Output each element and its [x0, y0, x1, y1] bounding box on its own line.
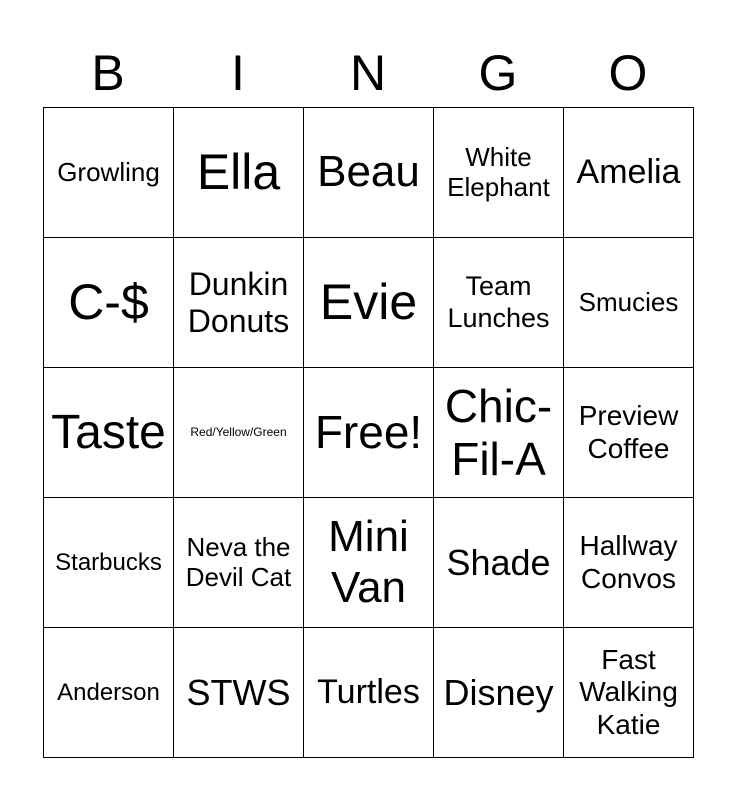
bingo-cell-label: Evie [319, 273, 418, 330]
bingo-cell-label: Free! [314, 406, 423, 459]
bingo-cell-label: Mini Van [328, 511, 409, 612]
header-letter-b: B [91, 45, 125, 101]
bingo-cell[interactable] [304, 368, 434, 498]
bingo-board [43, 107, 694, 758]
header-letter-g: G [478, 45, 518, 101]
bingo-cell[interactable] [174, 628, 304, 758]
bingo-cell[interactable] [564, 238, 694, 368]
bingo-cell[interactable] [44, 368, 174, 498]
bingo-cell-label: Taste [51, 405, 166, 459]
bingo-cell-label: Hallway Convos [579, 530, 678, 594]
header-letter-n: N [349, 45, 387, 101]
bingo-cell[interactable] [44, 108, 174, 238]
bingo-cell[interactable] [304, 108, 434, 238]
bingo-cell-label: Team Lunches [447, 271, 550, 333]
bingo-cell-label: STWS [186, 671, 291, 713]
bingo-cell[interactable] [564, 108, 694, 238]
bingo-cell-label: Starbucks [55, 548, 162, 576]
bingo-cell-label: Dunkin Donuts [187, 265, 290, 339]
bingo-cell-label: Shade [446, 541, 551, 583]
bingo-cell[interactable] [564, 368, 694, 498]
bingo-cell[interactable] [174, 108, 304, 238]
bingo-cell[interactable] [44, 498, 174, 628]
bingo-cell-label: Fast Walking Katie [579, 644, 678, 740]
bingo-cell-label: Ella [196, 143, 281, 200]
bingo-cell-label: Disney [443, 671, 554, 713]
bingo-cell[interactable] [304, 238, 434, 368]
bingo-cell[interactable] [434, 108, 564, 238]
header-letter-o: O [608, 45, 648, 101]
bingo-cell[interactable] [174, 368, 304, 498]
header-letter-i: I [231, 45, 245, 101]
bingo-cell-label: Preview Coffee [578, 400, 679, 464]
bingo-cell-label: Beau [317, 147, 420, 197]
bingo-cell[interactable] [564, 628, 694, 758]
bingo-cell-label: Anderson [57, 678, 160, 706]
bingo-cell-label: Red/Yellow/Green [190, 424, 287, 439]
bingo-cell[interactable] [44, 238, 174, 368]
bingo-cell-label: White Elephant [447, 141, 550, 202]
bingo-cell-label: Neva the Devil Cat [185, 531, 292, 592]
bingo-cell[interactable] [174, 238, 304, 368]
bingo-cell[interactable] [304, 498, 434, 628]
bingo-header [43, 40, 693, 106]
bingo-cell[interactable] [304, 628, 434, 758]
bingo-cell[interactable] [174, 498, 304, 628]
bingo-cell[interactable] [434, 498, 564, 628]
bingo-cell-label: C-$ [68, 273, 149, 330]
bingo-cell-label: Smucies [578, 286, 679, 317]
bingo-cell-label: Amelia [576, 152, 681, 191]
bingo-cell-label: Chic-Fil-A [444, 379, 553, 485]
bingo-cell-label: Growling [57, 156, 160, 187]
bingo-cell[interactable] [564, 498, 694, 628]
bingo-cell-label: Turtles [317, 672, 420, 711]
bingo-cell[interactable] [434, 368, 564, 498]
bingo-cell[interactable] [44, 628, 174, 758]
bingo-cell[interactable] [434, 628, 564, 758]
bingo-cell[interactable] [434, 238, 564, 368]
